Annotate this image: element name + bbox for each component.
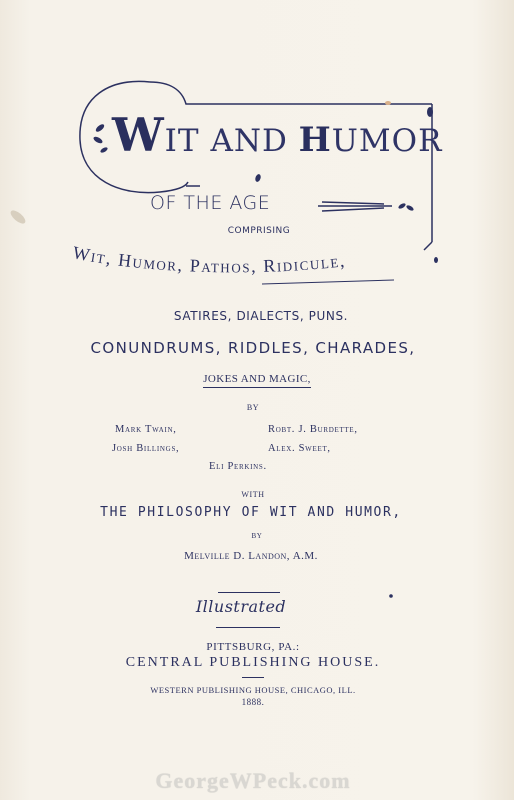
author-twain: Mark Twain, xyxy=(115,424,177,435)
conundrums-line: CONUNDRUMS, RIDDLES, CHARADES, xyxy=(90,339,416,357)
svg-text:Wit, Humor, Pathos, Ridicule, xyxy=(71,242,347,276)
watermark: GeorgeWPeck.com xyxy=(155,768,351,793)
divider-rule-small xyxy=(242,677,264,678)
author-perkins: Eli Perkins. xyxy=(209,461,267,472)
philosophy-line: THE PHILOSOPHY OF WIT AND HUMOR, xyxy=(100,505,402,520)
title-wit-and: IT AND xyxy=(164,123,299,159)
jokes-text: JOKES AND MAGIC, xyxy=(203,373,311,388)
satires-line: SATIRES, DIALECTS, PUNS. xyxy=(173,309,349,323)
divider-rule-bottom xyxy=(216,627,280,628)
title-umor: UMOR xyxy=(331,123,443,159)
author-landon: Melville D. Landon, A.M. xyxy=(184,550,318,562)
main-title xyxy=(112,108,443,162)
divider-rule-top xyxy=(218,592,280,593)
comprising-label: COMPRISING xyxy=(227,226,291,236)
publication-year: 1888. xyxy=(241,697,265,707)
author-burdette: Robt. J. Burdette, xyxy=(268,424,358,435)
illustrated-label: Illustrated xyxy=(195,597,287,616)
title-initial-w: W xyxy=(112,108,165,162)
author-sweet: Alex. Sweet, xyxy=(268,443,331,454)
by-label-2: BY xyxy=(251,532,263,540)
publisher-name: CENTRAL PUBLISHING HOUSE. xyxy=(125,655,381,670)
curved-subtitle-text: Wit, Humor, Pathos, Ridicule, xyxy=(71,242,347,277)
title-initial-h: H xyxy=(298,120,332,160)
author-billings: Josh Billings, xyxy=(112,443,180,454)
by-label: BY xyxy=(246,403,260,412)
curved-subtitle xyxy=(60,236,450,296)
western-publisher: WESTERN PUBLISHING HOUSE, CHICAGO, ILL. xyxy=(150,685,356,695)
subtitle-of-the-age: OF THE AGE xyxy=(150,192,271,214)
publisher-city: PITTSBURG, PA.: xyxy=(206,641,300,653)
with-label: WITH xyxy=(241,490,265,499)
jokes-line xyxy=(0,373,514,385)
